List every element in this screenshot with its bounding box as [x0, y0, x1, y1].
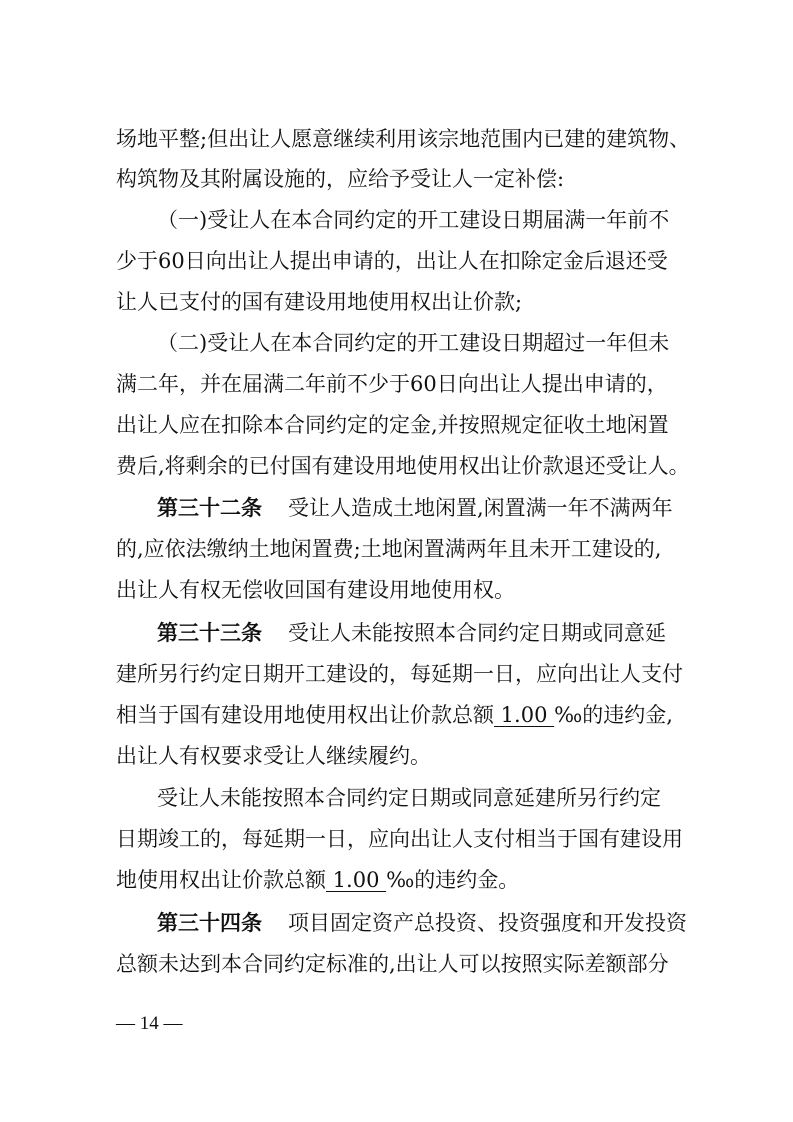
text-run: ‰的违约金。	[386, 868, 520, 892]
article-33-first-line	[157, 618, 666, 648]
text-line: 建所另行约定日期开工建设的，每延期一日，应向出让人支付	[116, 662, 683, 686]
text-line: 让人已支付的国有建设用地使用权出让价款;	[116, 290, 523, 314]
text-run: 受让人造成土地闲置,闲置满一年不满两年	[288, 496, 673, 520]
text-run: 地使用权出让价款总额	[116, 868, 326, 892]
article-32-first-line	[157, 493, 673, 523]
text-run: 项目固定资产总投资、投资强度和开发投资	[288, 911, 687, 935]
text-line: 构筑物及其附属设施的，应给予受让人一定补偿:	[116, 167, 565, 191]
penalty-rate-blank: 1.00	[494, 703, 555, 727]
text-line: （二)受让人在本合同约定的开工建设日期超过一年但未	[157, 331, 670, 355]
text-run: ‰的违约金,	[554, 703, 673, 727]
text-line: 出让人应在扣除本合同约定的定金,并按照规定征收土地闲置	[116, 413, 669, 437]
text-line: 总额未达到本合同约定标准的,出让人可以按照实际差额部分	[116, 952, 669, 976]
text-run: 相当于国有建设用地使用权出让价款总额	[116, 703, 494, 727]
text-line: 受让人未能按照本合同约定日期或同意延建所另行约定	[157, 786, 661, 810]
text-line: 费后,将剩余的已付国有建设用地使用权出让价款退还受让人。	[116, 454, 690, 478]
text-line: 场地平整;但出让人愿意继续利用该宗地范围内已建的建筑物、	[116, 127, 691, 151]
article-34-first-line	[157, 908, 687, 938]
article-33-heading: 第三十三条	[157, 621, 262, 645]
penalty-rate-blank: 1.00	[326, 868, 387, 892]
completion-penalty-line	[116, 865, 519, 895]
article-32-heading: 第三十二条	[157, 496, 262, 520]
text-line: 的,应依法缴纳土地闲置费;土地闲置满两年且未开工建设的,	[116, 537, 662, 561]
text-line: 出让人有权要求受让人继续履约。	[116, 744, 431, 768]
text-run: 受让人未能按照本合同约定日期或同意延	[288, 621, 666, 645]
text-line: 满二年，并在届满二年前不少于60日向出让人提出申请的，	[116, 372, 668, 396]
text-line: （一)受让人在本合同约定的开工建设日期届满一年前不	[157, 208, 670, 232]
page-number: — 14 —	[116, 1013, 183, 1034]
text-line: 少于60日向出让人提出申请的，出让人在扣除定金后退还受	[116, 249, 668, 273]
article-33-penalty-line	[116, 700, 673, 730]
text-line: 出让人有权无偿收回国有建设用地使用权。	[116, 578, 515, 602]
article-34-heading: 第三十四条	[157, 911, 262, 935]
text-line: 日期竣工的，每延期一日，应向出让人支付相当于国有建设用	[116, 827, 683, 851]
